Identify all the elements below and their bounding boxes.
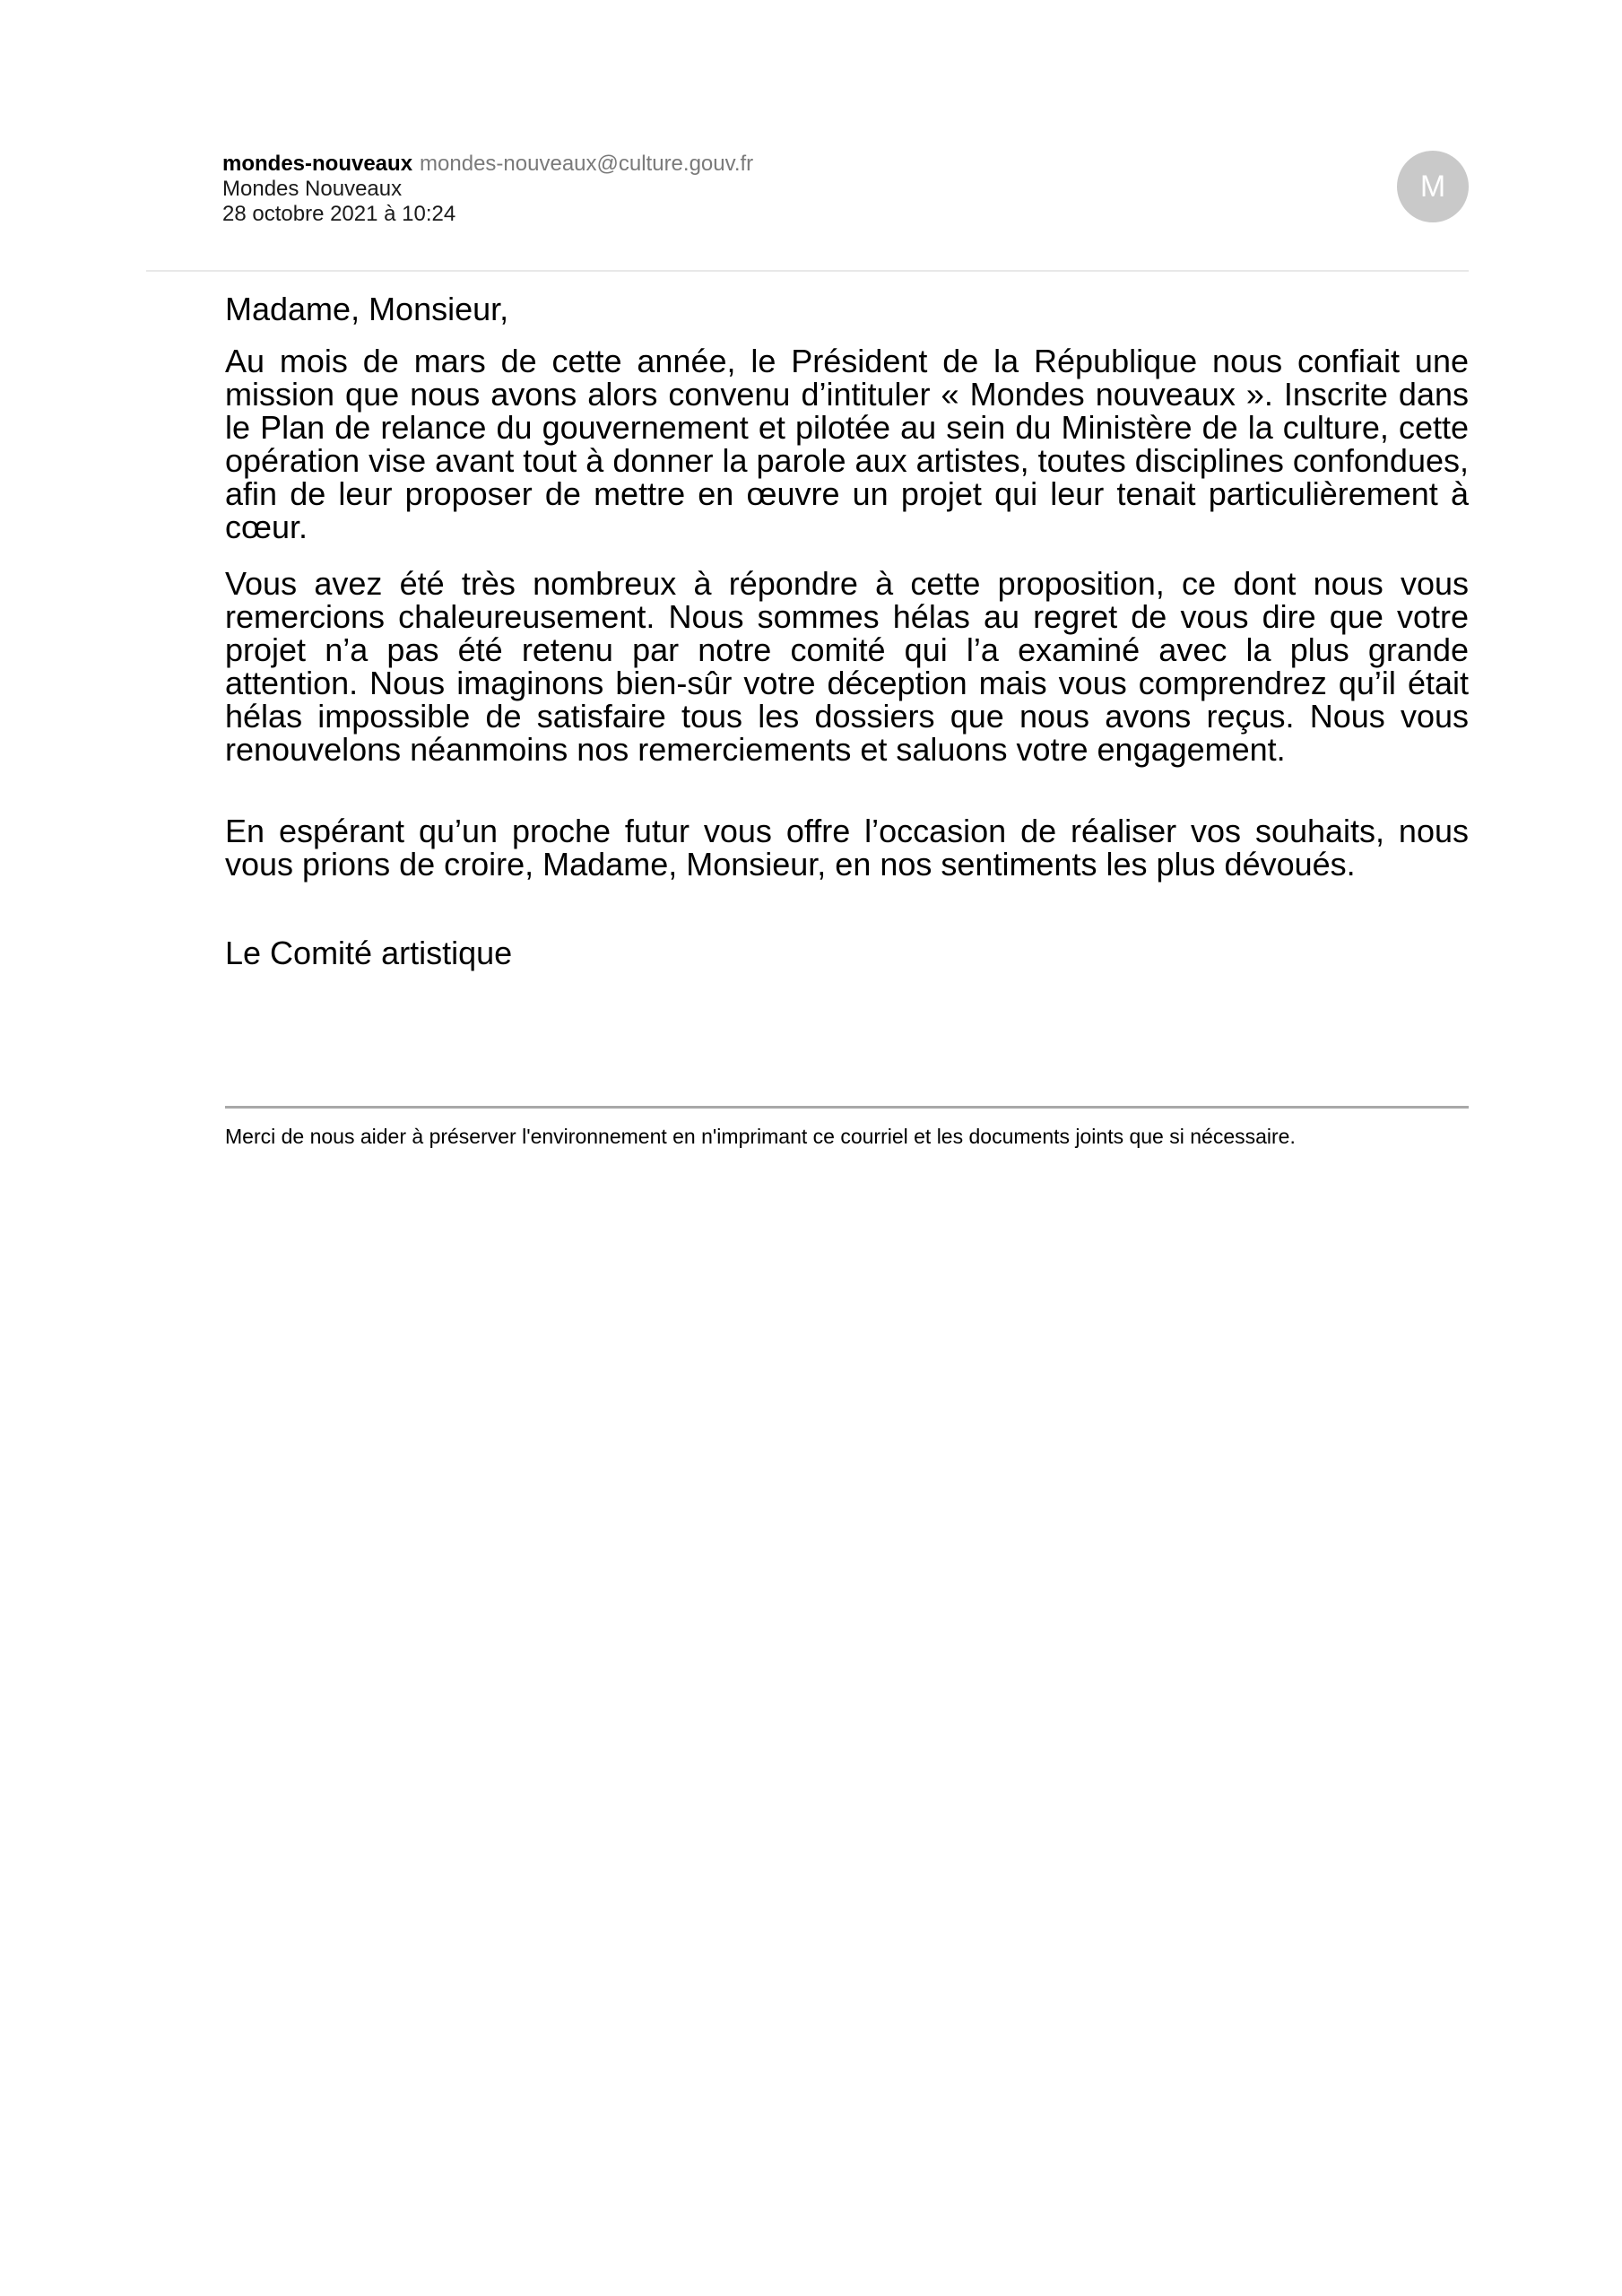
body-paragraph-3: En espérant qu’un proche futur vous offre l’occasion de réaliser vos souhaits, nous vous prions de croire, Madame, Monsieur, en nos sentiments les plus dévoués. xyxy=(225,813,1469,883)
footer-note: Merci de nous aider à préserver l'environnement en n'imprimant ce courriel et les documents joints que si nécessaire. xyxy=(225,1125,1296,1148)
subject-value: Mondes Nouveaux xyxy=(222,177,403,201)
from-value xyxy=(222,151,753,178)
header-divider xyxy=(146,270,1469,272)
date-value: 28 octobre 2021 à 10:24 xyxy=(222,202,456,226)
avatar: M xyxy=(1397,151,1469,222)
sender-email[interactable]: mondes-nouveaux@culture.gouv.fr xyxy=(420,152,754,176)
body-paragraph-2: Vous avez été très nombreux à répondre à cette proposition, ce dont nous vous remercions chaleureusement. Nous sommes hélas au regret de vous dire que votre projet n’a pas été retenu par notre comité qui l’a examiné avec la plus grande attention. Nous imaginons bien-sûr votre déception mais vous comprendrez qu’il était hélas impossible de satisfaire tous les dossiers que nous avons reçus. Nous vous renouvelons néanmoins nos remerciements et saluons votre engagement. xyxy=(225,565,1469,768)
signature: Le Comité artistique xyxy=(225,935,513,971)
body-paragraph-1: Au mois de mars de cette année, le Président de la République nous confiait une mission que nous avons alors convenu d’intituler « Mondes nouveaux ». Inscrite dans le Plan de relance du gouvernement et pilotée au sein du Ministère de la culture, cette opération vise avant tout à donner la parole aux artistes, toutes disciplines confondues, afin de leur proposer de mettre en œuvre un projet qui leur tenait particulièrement à cœur. xyxy=(225,343,1469,545)
greeting: Madame, Monsieur, xyxy=(225,291,509,327)
sender-name[interactable]: mondes-nouveaux xyxy=(222,152,413,176)
footer-divider xyxy=(225,1106,1469,1109)
